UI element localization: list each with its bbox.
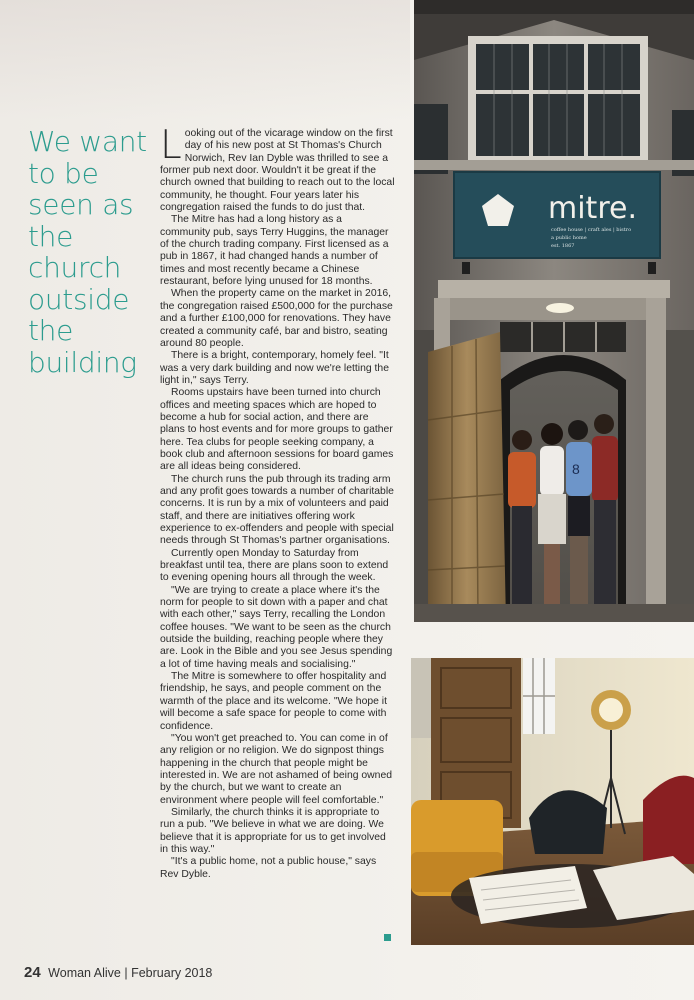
photo-cafe-interior (411, 658, 694, 945)
cafe-interior-illustration (411, 658, 694, 945)
page-footer (24, 964, 212, 981)
article-paragraph: Looking out of the vicarage window on the first day of his new post at St Thomas's Church Norwich, Rev Ian Dyble was thrilled to see a former pub next door. Wouldn't it be great if the church owned that building to reach out to the local community, he thought. Four years later his congregation raised the funds to do just that. (160, 123, 395, 214)
page-number: 24 (24, 964, 41, 981)
photo-mitre-frontage (414, 0, 694, 622)
pull-quote: We want to be seen as the church outside the building (28, 125, 147, 379)
article-paragraph: "You won't get preached to. You can come in of any religion or no religion. We do signpost things happening in the church that people might be interested in. We are not ashamed of being owned by the church, but we want to create an environment where people will feel comfortable." (160, 732, 393, 806)
shirt-number: 8 (572, 461, 580, 477)
top-shadow (0, 0, 410, 120)
mitre-frontage-illustration (414, 0, 694, 622)
end-of-article-mark (384, 934, 391, 941)
article-paragraph: Similarly, the church thinks it is appropriate to run a pub. "We believe in what we are doing. We believe that it is appropriate for us to get involved in this way." (160, 806, 386, 855)
article-paragraph: When the property came on the market in 2016, the congregation raised £500,000 for the purchase and a further £100,000 for renovations. They have created a community café, bar and bistro, seating around 80 people. (160, 288, 393, 349)
article-paragraph: There is a bright, contemporary, homely feel. "It was a very dark building and now we're letting the light in," says Terry. (160, 350, 389, 386)
drop-cap: L (160, 123, 182, 168)
article-paragraph: Currently open Monday to Saturday from breakfast until tea, there are plans soon to extend to evening opening hours all through the week. (160, 547, 389, 584)
publication-line: Woman Alive | February 2018 (48, 966, 213, 980)
article-paragraph: "It's a public home, not a public house," says Rev Dyble. (160, 856, 377, 880)
open-wooden-door (428, 332, 506, 622)
mitre-sign-tagline: coffee house | craft ales | bistro (551, 227, 632, 233)
article-paragraph: The Mitre has had a long history as a community pub, says Terry Huggins, the manager of the church trading company. First licensed as a pub in 1867, it had changed hands a number of times and most recently became a Chinese restaurant, before lying unused for 18 months. (160, 214, 389, 288)
article-paragraph: "We are trying to create a place where it's the norm for people to sit down with a paper and chat with each other," says Terry, recalling the London coffee houses. "We want to be seen as the church outside the building, reaching people where they are. Look in the Bible and you see Jesus spending a lot of time having meals and socialising." (160, 584, 393, 670)
article-paragraph: The church runs the pub through its trading arm and any profit goes towards a number of charitable concerns. It is run by a mix of volunteers and paid staff, and there are initiatives offering work experience to ex-offenders and people with special needs through St Thomas's partner organisations. (160, 473, 394, 547)
mitre-sign-subtitle: a public home (551, 235, 587, 241)
article-body (160, 123, 395, 881)
mitre-sign-est: est. 1867 (551, 243, 575, 249)
article-paragraph: The Mitre is somewhere to offer hospitality and friendship, he says, and people comment on the warmth of the place and its welcome. "We hope it will become a safe space for people to come with confidence. (160, 671, 388, 732)
mitre-sign-name: mitre. (548, 191, 637, 226)
article-paragraph: Rooms upstairs have been turned into church offices and meeting spaces which are hoped to become a hub for social action, and there are plans to host events and for more groups to gather here. Tea clubs for people seeking company, a book club and afternoon sessions for board games are all ideas being considered. (160, 387, 394, 473)
